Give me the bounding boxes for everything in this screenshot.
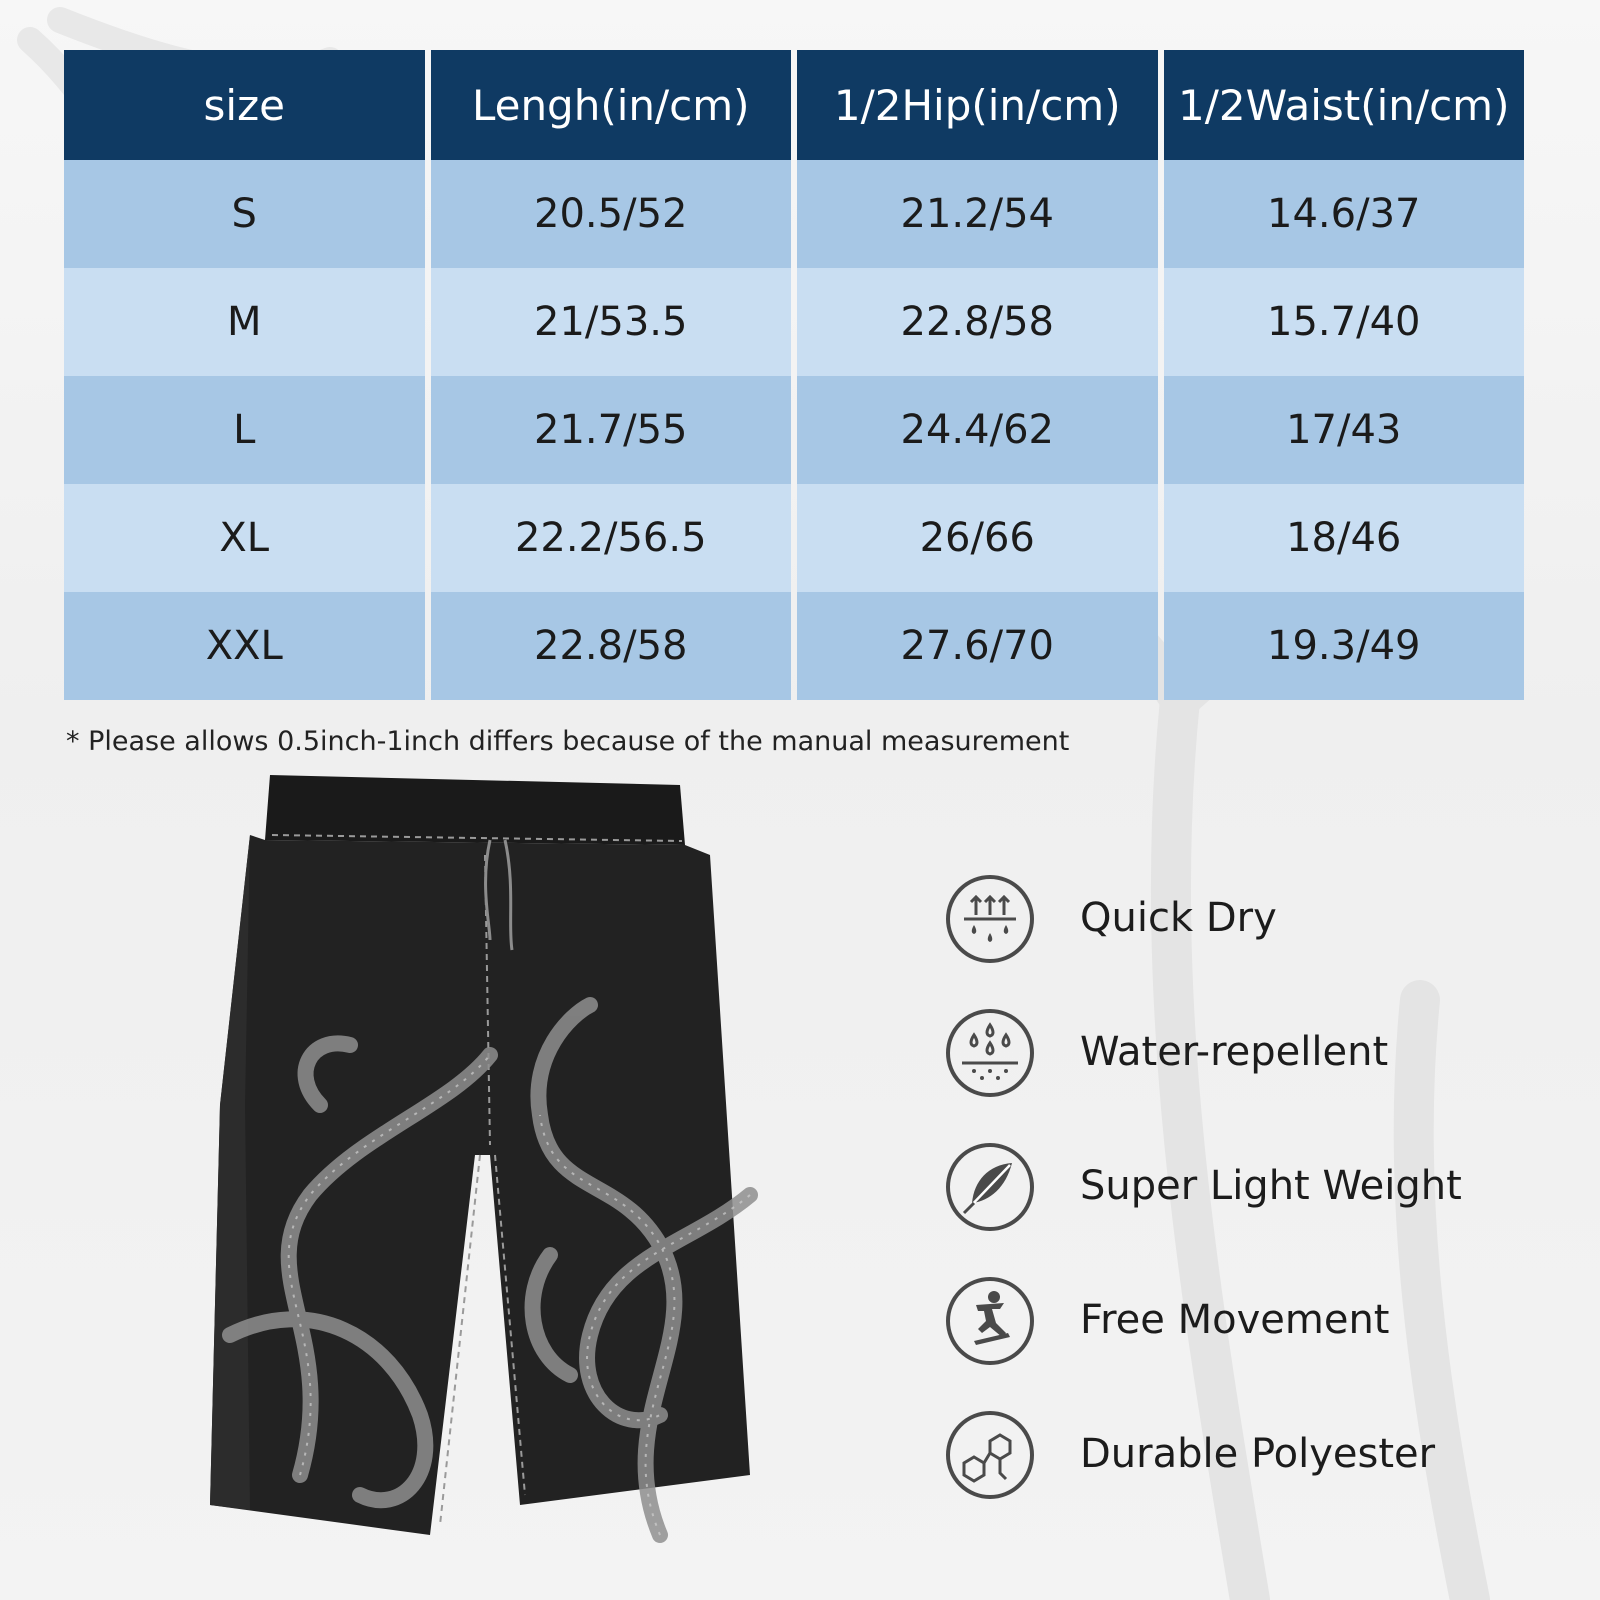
molecule-icon (944, 1409, 1036, 1501)
feather-icon (944, 1141, 1036, 1233)
feature-label: Free Movement (1080, 1297, 1390, 1343)
waist-cell: 14.6/37 (1164, 160, 1525, 268)
length-cell: 21/53.5 (431, 268, 792, 376)
water-repellent-icon (944, 1007, 1036, 1099)
hip-cell: 27.6/70 (797, 592, 1158, 700)
feature-water-repellent (944, 1007, 1564, 1103)
size-cell: XXL (64, 592, 425, 700)
table-row (64, 484, 1524, 592)
size-chart-table (58, 50, 1530, 700)
feature-super-light-weight (944, 1141, 1564, 1237)
feature-durable-polyester (944, 1409, 1564, 1505)
size-cell: L (64, 376, 425, 484)
length-cell: 22.8/58 (431, 592, 792, 700)
length-cell: 20.5/52 (431, 160, 792, 268)
header-size: size (64, 50, 425, 160)
feature-label: Super Light Weight (1080, 1163, 1462, 1209)
table-row (64, 376, 1524, 484)
table-row (64, 268, 1524, 376)
size-cell: S (64, 160, 425, 268)
hip-cell: 22.8/58 (797, 268, 1158, 376)
waist-cell: 18/46 (1164, 484, 1525, 592)
length-cell: 22.2/56.5 (431, 484, 792, 592)
measurement-note: * Please allows 0.5inch-1inch differs because of the manual measurement (66, 726, 1070, 757)
board-shorts-image (190, 775, 775, 1575)
feature-free-movement (944, 1275, 1564, 1371)
size-chart-header-row (64, 50, 1524, 160)
waist-cell: 19.3/49 (1164, 592, 1525, 700)
header-half-waist: 1/2Waist(in/cm) (1164, 50, 1525, 160)
header-half-hip: 1/2Hip(in/cm) (797, 50, 1158, 160)
size-cell: XL (64, 484, 425, 592)
waist-cell: 15.7/40 (1164, 268, 1525, 376)
header-length: Lengh(in/cm) (431, 50, 792, 160)
length-cell: 21.7/55 (431, 376, 792, 484)
size-cell: M (64, 268, 425, 376)
quick-dry-icon (944, 873, 1036, 965)
hip-cell: 24.4/62 (797, 376, 1158, 484)
table-row (64, 592, 1524, 700)
feature-quick-dry (944, 873, 1564, 969)
feature-label: Water-repellent (1080, 1029, 1389, 1075)
feature-label: Durable Polyester (1080, 1431, 1436, 1477)
hip-cell: 26/66 (797, 484, 1158, 592)
hip-cell: 21.2/54 (797, 160, 1158, 268)
waist-cell: 17/43 (1164, 376, 1525, 484)
table-row (64, 160, 1524, 268)
skater-icon (944, 1275, 1036, 1367)
feature-label: Quick Dry (1080, 895, 1277, 941)
